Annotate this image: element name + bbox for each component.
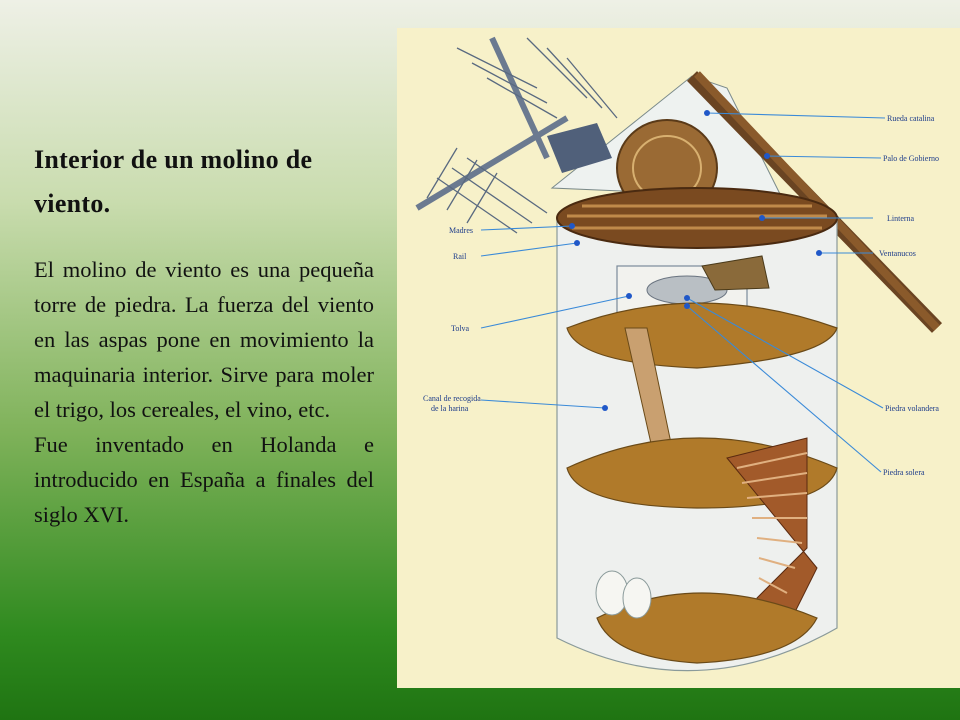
label-palo-gobierno: Palo de Gobierno (883, 154, 939, 163)
body-text (34, 252, 374, 532)
windmill-illustration (397, 28, 960, 688)
windmill-cutaway-diagram (397, 28, 960, 688)
label-ventanucos: Ventanucos (879, 249, 916, 258)
label-madres: Madres (449, 226, 473, 235)
paragraph-description: El molino de viento es una pequeña torre de piedra. La fuerza del viento en las aspas pone en movimiento la maquinaria interior. Sirve para moler el trigo, los cereales, el vino, etc. (34, 257, 374, 422)
label-tolva: Tolva (451, 324, 470, 333)
page-title: Interior de un molino de viento. (34, 145, 313, 218)
label-piedra-solera: Piedra solera (883, 468, 925, 477)
label-piedra-volandera: Piedra volandera (885, 404, 939, 413)
label-canal-line1: Canal de recogida (423, 394, 481, 403)
label-linterna: Linterna (887, 214, 915, 223)
label-rail: Rail (453, 252, 467, 261)
label-rueda-catalina: Rueda catalina (887, 114, 935, 123)
label-canal-line2: de la harina (431, 404, 469, 413)
paragraph-history: Fue inventado en Holanda e introducido en España a finales del siglo XVI. (34, 432, 374, 527)
